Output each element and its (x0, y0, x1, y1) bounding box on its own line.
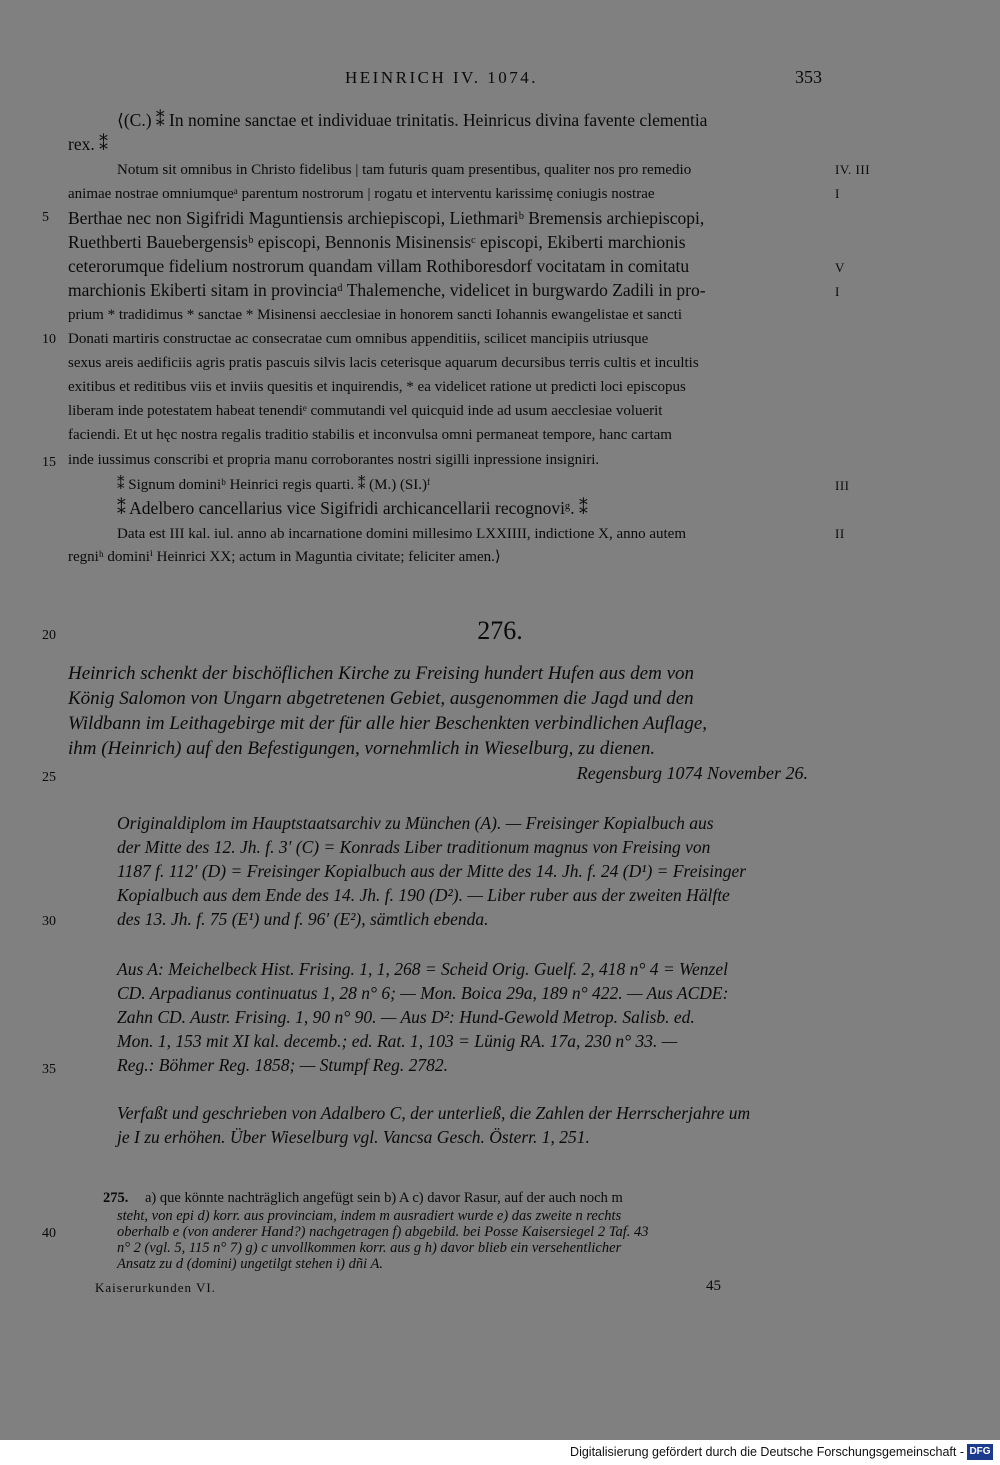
edition-line: Reg.: Böhmer Reg. 1858; — Stumpf Reg. 2782. (117, 1055, 448, 1075)
text-line: liberam inde potestatem habeat tenendiᵉ commutandi vel quicquid inde ad usum aecclesiae voluerit (68, 403, 663, 419)
line-number: 30 (42, 914, 56, 929)
edition-line: Mon. 1, 153 mit XI kal. decemb.; ed. Rat. 1, 103 = Lünig RA. 17a, 230 n° 33. — (117, 1031, 678, 1051)
text-line: Donati martiris constructae ac consecratae cum omnibus appenditiis, scilicet mancipiis utriusque (68, 331, 649, 347)
line-number: 15 (42, 455, 56, 470)
line-number: 25 (42, 770, 56, 785)
dating-line: Data est III kal. iul. anno ab incarnatione domini millesimo LXXIIII, indictione X, anno autem (117, 526, 687, 542)
tradition-line: 1187 f. 112′ (D) = Freisinger Kopialbuch aus der Mitte des 14. Jh. f. 24 (D¹) = Freisinger (117, 861, 747, 881)
margin-note: II (835, 526, 845, 541)
signum-line: ⁑ Signum dominiᵇ Heinrici regis quarti. ⁑ (M.) (SI.)ᶠ (117, 477, 431, 493)
series-title: Kaiserurkunden VI. (95, 1280, 217, 1295)
line-number: 35 (42, 1062, 56, 1077)
dfg-funding-text: Digitalisierung gefördert durch die Deutsche Forschungsgemeinschaft - (570, 1445, 964, 1459)
footnote-line: a) que könnte nachträglich angefügt sein b) A c) davor Rasur, auf der auch noch m (145, 1190, 623, 1206)
regest-line: König Salomon von Ungarn abgetretenen Gebiet, ausgenommen die Jagd und den (68, 688, 694, 709)
date-place: Regensburg 1074 November 26. (576, 763, 808, 783)
margin-note: III (835, 478, 850, 493)
text-line: animae nostrae omniumqueᵃ parentum nostrorum | rogatu et interventu karissimę coniugis nostrae (68, 186, 655, 202)
line-number: 5 (42, 210, 49, 225)
tradition-line: der Mitte des 12. Jh. f. 3′ (C) = Konrads Liber traditionum magnus von Freising von (117, 837, 711, 857)
regest-line: ihm (Heinrich) auf den Befestigungen, vornehmlich in Wieselburg, zu dienen. (68, 738, 656, 759)
document-number: 276. (477, 616, 523, 645)
footnote-doc-number: 275. (103, 1190, 129, 1206)
dating-line: regniʰ dominiⁱ Heinrici XX; actum in Maguntia civitate; feliciter amen.⟩ (68, 549, 501, 565)
footnote-line: Ansatz zu d (domini) ungetilgt stehen i) dñi A. (117, 1256, 383, 1272)
footnote-line: oberhalb e (von anderer Hand?) nachgetragen f) abgebild. bei Posse Kaisersiegel 2 Taf. 43 (117, 1224, 649, 1240)
tradition-line: Kopialbuch aus dem Ende des 14. Jh. f. 190 (D²). — Liber ruber aus der zweiten Hälfte (117, 885, 730, 905)
regest-line: Wildbann im Leithagebirge mit der für alle hier Beschenkten verbindlichen Auflage, (68, 713, 708, 734)
text-line: exitibus et reditibus viis et inviis quesitis et inquirendis, * ea videlicet ratione ut predicti loci episcopus (68, 379, 686, 395)
margin-note: I (835, 186, 840, 201)
footnote-line: n° 2 (vgl. 5, 115 n° 7) g) c unvollkommen korr. aus g h) davor blieb ein versehentlicher (117, 1240, 622, 1256)
line-number: 40 (42, 1226, 56, 1241)
text-line: Ruethberti Bauebergensisᵇ episcopi, Bennonis Misinensisᶜ episcopi, Ekiberti marchionis (68, 232, 686, 252)
line-number: 20 (42, 628, 56, 643)
running-head: HEINRICH IV. 1074. (345, 68, 538, 87)
regest-line: Heinrich schenkt der bischöflichen Kirche zu Freising hundert Hufen aus dem von (68, 663, 694, 684)
text-line: Berthae nec non Sigifridi Maguntiensis archiepiscopi, Liethmariᵇ Bremensis archiepiscopi, (68, 208, 705, 228)
sheet-signature: 45 (706, 1278, 721, 1294)
commentary-line: Verfaßt und geschrieben von Adalbero C, der unterließ, die Zahlen der Herrscherjahre um (117, 1103, 751, 1123)
margin-note: IV. III (835, 162, 871, 177)
tradition-line: Originaldiplom im Hauptstaatsarchiv zu München (A). — Freisinger Kopialbuch aus (117, 813, 714, 833)
text-line: marchionis Ekiberti sitam in provinciaᵈ Thalemenche, videlicet in burgwardo Zadili in pro- (68, 280, 706, 300)
text-line: sexus areis aedificiis agris pratis pascuis silvis lacis ceterisque aquarum decursibus terris cultis et incultis (68, 355, 699, 371)
edition-line: CD. Arpadianus continuatus 1, 28 n° 6; — Mon. Boica 29a, 189 n° 422. — Aus ACDE: (117, 983, 729, 1003)
tradition-line: des 13. Jh. f. 75 (E¹) und f. 96′ (E²), sämtlich ebenda. (117, 909, 489, 929)
edition-line: Zahn CD. Austr. Frising. 1, 90 n° 90. — Aus D²: Hund-Gewold Metrop. Salisb. ed. (117, 1007, 695, 1027)
text-line: ⟨(C.) ⁑ In nomine sanctae et individuae trinitatis. Heinricus divina favente clementia (117, 110, 708, 130)
footnote-line: steht, von epi d) korr. aus provinciam, indem m ausradiert wurde e) das zweite n rechts (117, 1208, 622, 1224)
margin-note: V (835, 260, 845, 275)
edition-line: Aus A: Meichelbeck Hist. Frising. 1, 1, 268 = Scheid Orig. Guelf. 2, 418 n° 4 = Wenzel (117, 959, 728, 979)
dfg-logo[interactable]: DFG (967, 1444, 993, 1460)
text-line: inde iussimus conscribi et propria manu corroborantes nostri sigilli inpressione insigniri. (68, 452, 600, 468)
text-line: Notum sit omnibus in Christo fidelibus | tam futuris quam presentibus, qualiter nos pro remedio (117, 162, 692, 178)
text-line: ceterorumque fidelium nostrorum quandam villam Rothiboresdorf vocitatam in comitatu (68, 256, 690, 276)
text-line: rex. ⁑ (68, 134, 108, 154)
margin-note: I (835, 284, 840, 299)
page-number: 353 (795, 67, 822, 87)
text-line: prium * tradidimus * sanctae * Misinensi aecclesiae in honorem sancti Iohannis ewangelistae et sancti (68, 307, 682, 323)
dfg-banner (0, 1440, 1000, 1465)
recognition-line: ⁑ Adelbero cancellarius vice Sigifridi archicancellarii recognoviᵍ. ⁑ (117, 498, 588, 518)
text-line: faciendi. Et ut hęc nostra regalis traditio stabilis et inconvulsa omni permaneat tempore, hanc cartam (68, 427, 672, 443)
line-number: 10 (42, 332, 56, 347)
commentary-line: je I zu erhöhen. Über Wieselburg vgl. Vancsa Gesch. Österr. 1, 251. (117, 1127, 590, 1147)
